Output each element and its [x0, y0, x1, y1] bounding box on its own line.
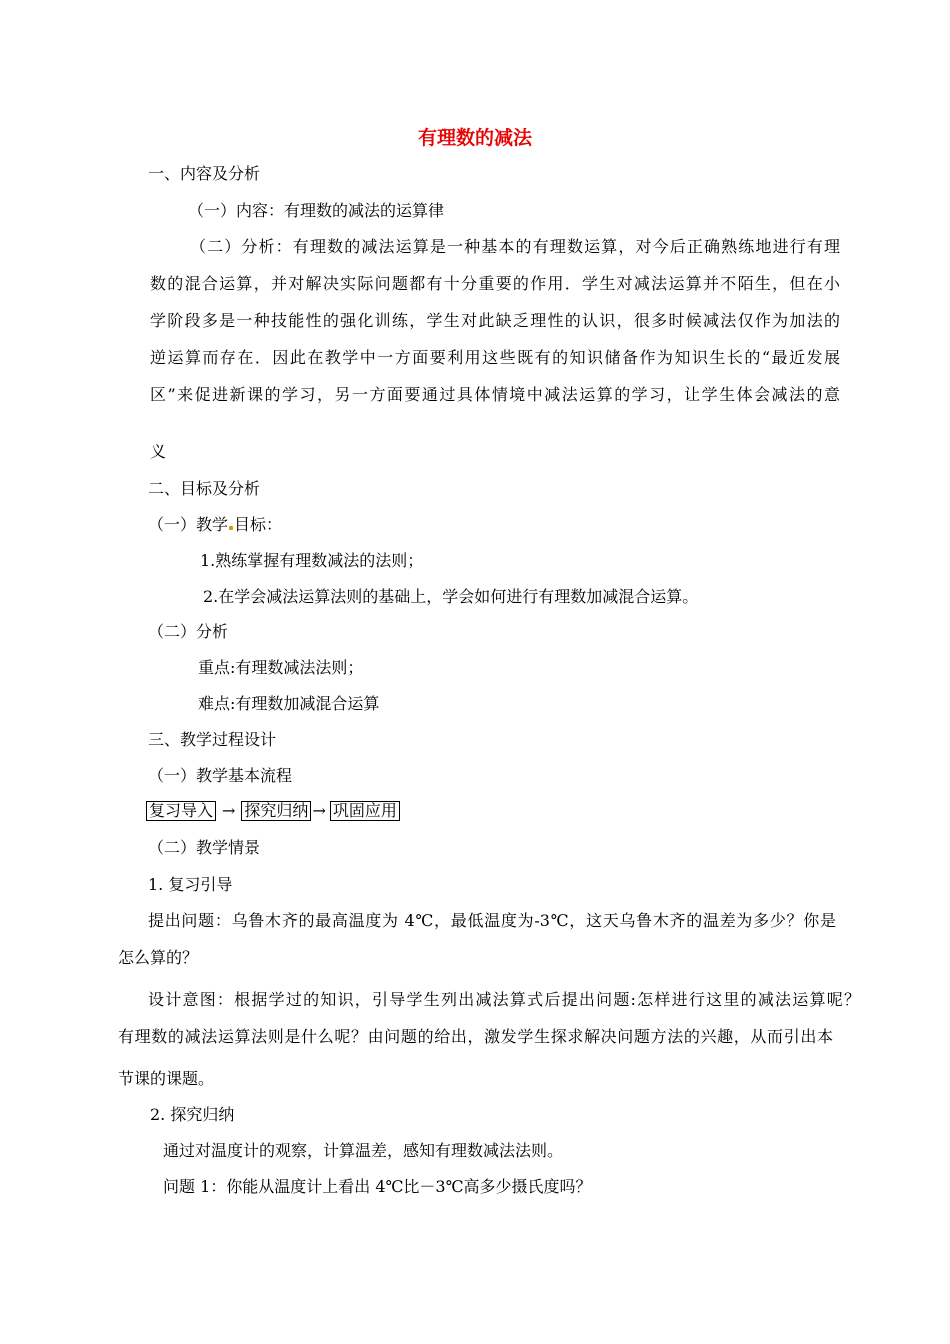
flow-step-explore: 探究归纳 [241, 801, 311, 821]
document-title: 有理数的减法 [417, 127, 532, 149]
analysis-subheading: （二）分析 [148, 622, 229, 641]
analysis-line-5: 区”来促进新课的学习，另一方面要通过具体情境中减法运算的学习，让学生体会减法的意 [150, 385, 840, 404]
analysis-line-2: 数的混合运算，并对解决实际问题都有十分重要的作用．学生对减法运算并不陌生，但在小 [150, 274, 840, 293]
analysis-line-3: 学阶段多是一种技能性的强化训练，学生对此缺乏理性的认识，很多时候减法仅作为加法的 [150, 311, 840, 330]
step-1-heading: 1. 复习引导 [148, 875, 233, 894]
question-1: 问题 1：你能从温度计上看出 4℃比－3℃高多少摄氏度吗？ [163, 1177, 592, 1196]
analysis-line-6: 义 [150, 442, 167, 461]
section-3-heading: 三、教学过程设计 [148, 730, 277, 749]
analysis-line-1: （二）分析：有理数的减法运算是一种基本的有理数运算，对今后正确熟练地进行有理 [190, 237, 840, 256]
scene-heading: （二）教学情景 [148, 838, 261, 857]
intent-line-1: 设计意图：根据学过的知识，引导学生列出减法算式后提出问题:怎样进行这里的减法运算呢？ [148, 990, 860, 1009]
observe-line: 通过对温度计的观察，计算温差，感知有理数减法法则。 [163, 1141, 564, 1160]
goal-item-2: 2.在学会减法运算法则的基础上，学会如何进行有理数加减混合运算。 [203, 587, 699, 606]
arrow-icon: → [312, 801, 326, 820]
flow-heading: （一）教学基本流程 [148, 766, 293, 785]
flow-step-review: 复习导入 [146, 801, 216, 821]
step-2-heading: 2. 探究归纳 [150, 1105, 235, 1124]
intent-line-2: 有理数的减法运算法则是什么呢？由问题的给出，激发学生探求解决问题方法的兴趣，从而引出本 [118, 1027, 833, 1046]
flow-chart [146, 801, 400, 821]
teaching-goal-heading [148, 515, 282, 535]
arrow-icon: → [222, 801, 236, 820]
analysis-line-4: 逆运算而存在．因此在教学中一方面要利用这些既有的知识储备作为知识生长的“最近发展 [150, 348, 840, 367]
marker-dot [229, 526, 233, 530]
question-line-1: 提出问题：乌鲁木齐的最高温度为 4℃，最低温度为-3℃，这天乌鲁木齐的温差为多少？你是 [148, 911, 836, 930]
intent-line-3: 节课的课题。 [118, 1069, 215, 1088]
question-line-2: 怎么算的？ [118, 948, 199, 967]
flow-step-apply: 巩固应用 [330, 801, 400, 821]
teaching-goal-label-b: 目标： [234, 515, 283, 534]
section-2-heading: 二、目标及分析 [148, 479, 261, 498]
difficult-point: 难点:有理数加减混合运算 [198, 694, 380, 713]
content-line: （一）内容：有理数的减法的运算律 [188, 201, 445, 220]
section-1-heading: 一、内容及分析 [148, 164, 261, 183]
teaching-goal-label-a: （一）教学 [148, 515, 229, 534]
key-point: 重点:有理数减法法则； [198, 658, 364, 677]
goal-item-1: 1.熟练掌握有理数减法的法则； [200, 551, 424, 570]
